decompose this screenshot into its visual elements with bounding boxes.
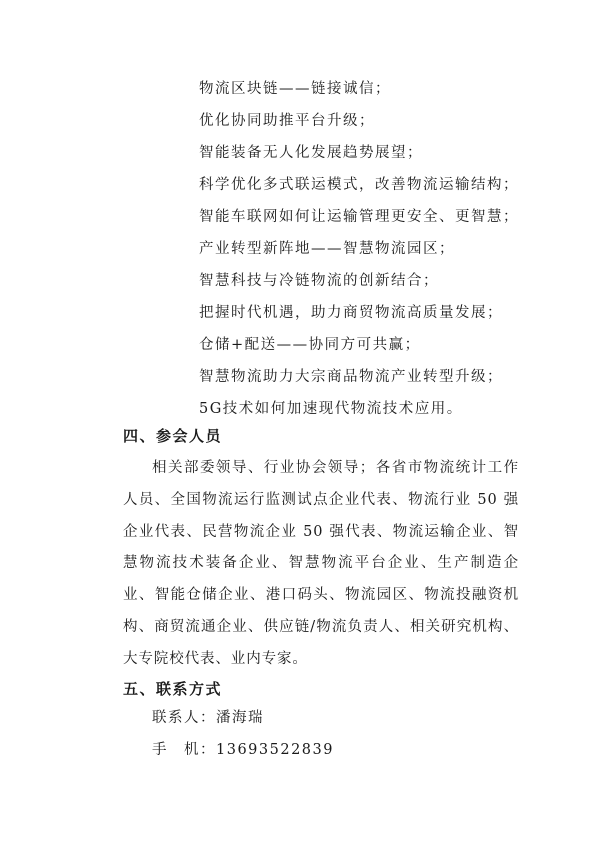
topic-item: 优化协同助推平台升级； xyxy=(199,113,375,129)
topic-item: 仓储+配送——协同方可共赢； xyxy=(199,337,421,353)
contact-person-name: 潘海瑞 xyxy=(216,710,264,726)
topic-item: 科学优化多式联运模式，改善物流运输结构； xyxy=(199,177,519,193)
contact-phone-line xyxy=(152,738,334,762)
contact-person-line xyxy=(152,706,264,730)
phone-number: 13693522839 xyxy=(216,742,334,758)
phone-label: 手 机： xyxy=(152,742,216,758)
section-heading-contact: 五、联系方式 xyxy=(123,680,223,698)
contact-person-label: 联系人： xyxy=(152,710,216,726)
topic-item: 把握时代机遇，助力商贸物流高质量发展； xyxy=(199,305,503,321)
topic-item: 产业转型新阵地——智慧物流园区； xyxy=(199,241,455,257)
topic-item: 5G技术如何加速现代物流技术应用。 xyxy=(199,401,463,417)
section-heading-attendees: 四、参会人员 xyxy=(123,427,223,445)
topic-item: 智慧科技与冷链物流的创新结合； xyxy=(199,273,439,289)
topic-item: 智慧物流助力大宗商品物流产业转型升级； xyxy=(199,369,503,385)
topic-item: 智能车联网如何让运输管理更安全、更智慧； xyxy=(199,209,519,225)
attendees-paragraph: 相关部委领导、行业协会领导；各省市物流统计工作人员、全国物流运行监测试点企业代表、物流行业 50 强企业代表、民营物流企业 50 强代表、物流运输企业、智慧物流技术装备企业、智慧物流平台企业、生产制造企业、智能仓储企业、港口码头、物流园区、物流投融资机构、商贸流通企业、供应链/物流负责人、相关研究机构、大专院校代表、业内专家。 xyxy=(123,460,519,667)
topic-list xyxy=(199,77,519,429)
topic-item: 物流区块链——链接诚信； xyxy=(199,81,391,97)
topic-item: 智能装备无人化发展趋势展望； xyxy=(199,145,423,161)
